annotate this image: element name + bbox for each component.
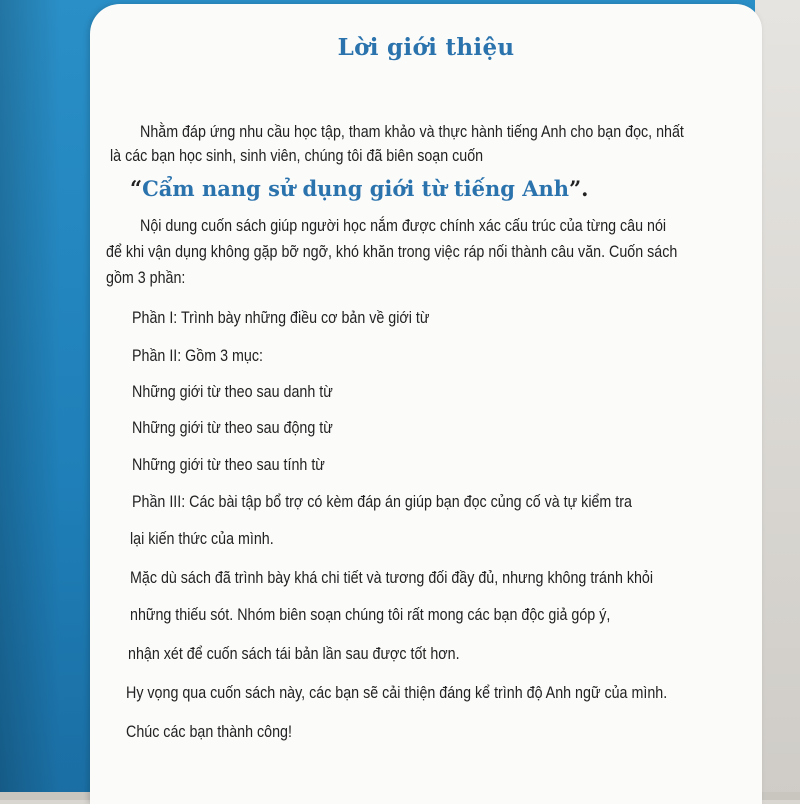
page-title: Lời giới thiệu: [337, 34, 515, 61]
closing-line-2: những thiếu sót. Nhóm biên soạn chúng tôi rất mong các bạn độc giả góp ý,: [130, 605, 611, 624]
intro-line-2: là các bạn học sinh, sinh viên, chúng tôi đã biên soạn cuốn: [110, 146, 484, 165]
intro-line-1: Nhằm đáp ứng nhu cầu học tập, tham khảo và thực hành tiếng Anh cho bạn đọc, nhất: [140, 122, 684, 141]
book-title-open-quote: “: [130, 176, 143, 201]
cover-shadow: [0, 0, 60, 800]
wish-line: Chúc các bạn thành công!: [126, 722, 292, 741]
part-3-line-1: Phần III: Các bài tập bổ trợ có kèm đáp án giúp bạn đọc củng cố và tự kiểm tra: [132, 492, 632, 511]
part-2-item-2: Những giới từ theo sau động từ: [132, 418, 333, 437]
content-line-1: Nội dung cuốn sách giúp người học nắm được chính xác cấu trúc của từng câu nói: [140, 216, 667, 235]
part-2-item-1: Những giới từ theo sau danh từ: [132, 382, 333, 401]
book-title-close-quote: ”.: [569, 176, 589, 201]
part-3-line-2: lại kiến thức của mình.: [130, 529, 274, 548]
hope-line: Hy vọng qua cuốn sách này, các bạn sẽ cải thiện đáng kể trình độ Anh ngữ của mình.: [126, 683, 668, 702]
closing-line-1: Mặc dù sách đã trình bày khá chi tiết và tương đối đầy đủ, nhưng không tránh khỏi: [130, 568, 654, 587]
part-1: Phần I: Trình bày những điều cơ bản về giới từ: [132, 308, 430, 327]
content-line-3: gồm 3 phần:: [106, 268, 186, 287]
part-2: Phần II: Gồm 3 mục:: [132, 346, 263, 365]
book-title-text: Cẩm nang sử dụng giới từ tiếng Anh: [142, 176, 570, 201]
part-2-item-3: Những giới từ theo sau tính từ: [132, 455, 325, 474]
book-page: [90, 4, 762, 804]
book-title: [130, 176, 588, 201]
closing-line-3: nhận xét để cuốn sách tái bản lần sau được tốt hơn.: [128, 644, 460, 663]
content-line-2: để khi vận dụng không gặp bỡ ngỡ, khó khăn trong việc ráp nối thành câu văn. Cuốn sách: [106, 242, 678, 261]
